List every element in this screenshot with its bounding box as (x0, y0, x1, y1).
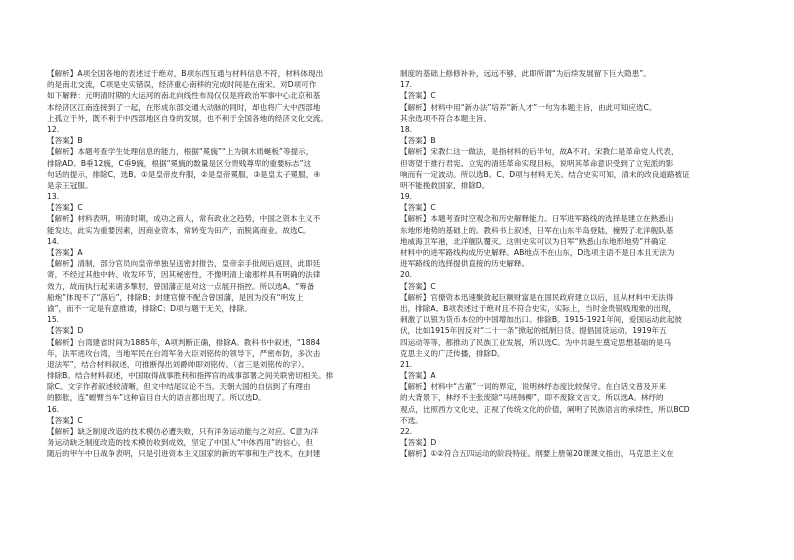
text-line: 谕”，而不一定是有意推诿，排除C；D项与题干无关，排除。 (47, 303, 252, 313)
text-line: 的大背景下，林纾不主张废除“马班韩柳”，即不废除文言文。所以选A。林纾的 (400, 393, 664, 403)
text-line: 【解析】宋教仁这一做法，是指材料的后半句，故A不对。宋教仁是革命党人代表， (400, 147, 679, 157)
text-line: 【解析】缺乏制度改造的技术模仿必遭失败，只有洋务运动能与之对应。C意为洋 (47, 427, 319, 436)
answer-line: 【答案】D (400, 438, 437, 448)
text-line: 【解析】材料中用“新办法”培养“新人才”一句为本题主旨，由此可知应选C。 (400, 102, 657, 112)
text-line: 【解析】本题考查学生处理信息的能力，根据“冕旒”“上为铜木质蜒板”等提示， (47, 147, 314, 157)
text-line: 的是南北交流，C项是史实错误，经济重心南移的完成时间是在南宋。对D项可作 (47, 80, 317, 90)
analysis-paragraph (47, 68, 397, 124)
text-line: 【解析】本题考查时空观念和历史解释能力。日军进军路线的选择是建立在熟悉山 (400, 214, 674, 224)
analysis-paragraph (400, 448, 750, 459)
answer-line: 【答案】A (400, 371, 436, 381)
question-number: 19. (400, 192, 413, 202)
analysis-paragraph (400, 146, 750, 191)
text-line: 【解析】A项全国各地的表述过于绝对，B项东西互通与材料信息不符，材料体现出 (47, 69, 324, 78)
question-number: 22. (400, 427, 413, 436)
text-line: 伏，比如1915年因反对“二十一条”掀起的抵制日货、提倡国货运动，1919年五 (400, 326, 667, 336)
text-line: 效力，故而执行起来诸多掣肘，曾国藩正是对这一点展开指控。所以选A。“筹备 (47, 281, 315, 291)
answer-line: 【答案】C (400, 203, 436, 213)
analysis-paragraph (400, 68, 750, 79)
question-number: 16. (47, 404, 60, 414)
analysis-paragraph (400, 102, 750, 124)
text-line: 观点，比照西方文化史，正视了传统文化的价值，阐明了民族语言的承续性，所以BCD (400, 404, 690, 414)
answer-line: 【答案】C (47, 203, 83, 213)
question-number: 15. (47, 315, 60, 325)
answer-line: 【答案】C (47, 415, 83, 425)
answer-line: 【答案】C (400, 91, 436, 101)
analysis-paragraph (400, 213, 750, 269)
text-line: 上孤立于外，既不利于中西部地区自身的发展，也不利于全国各地的经济文化交流。 (47, 113, 328, 123)
text-line: 克思主义的广泛传播，排除D。 (400, 348, 505, 358)
text-line: 退法军”，结合材料叙述，可推断得出刘爵帅即刘铭传。（省三是刘铭传的字）。 (47, 359, 310, 369)
text-line: 材料中的进军路线构成历史解释。AB地点不在山东，D选项主语不是日本且无法为 (400, 248, 675, 257)
text-line: 排除B。结合材料叙述，中国取得战事胜利和指挥官的战事部署之间关联密切相关。排 (47, 371, 334, 381)
answer-line: 【答案】D (47, 326, 84, 336)
answer-line: 【答案】A (47, 248, 83, 257)
text-line: 如下解释：元明清时期的大运河的南北向线性布局仅仅是将政治军事中心北京和基 (47, 91, 321, 101)
text-line: 刺激了以银为货币本位的中国增加出口。排除B。1915-1921年间，爱国运动此起彼 (400, 315, 683, 325)
text-line: 是亲王冠服。 (47, 180, 93, 190)
question-number: 20. (400, 270, 413, 280)
text-line: 寄，不经过其他中转、收发环节，因其秘密性，不像明清上谕那样具有明确的法律 (47, 270, 321, 280)
text-line: 制度的基础上修修补补，远远不够，此即所谓“为后续发展留下巨大隐患”。 (400, 69, 651, 78)
text-line: 随后的甲午中日战争表明，只是引进资本主义国家的新的军事和生产技术，在封建 (47, 449, 321, 459)
text-line: 四运动等等，都推动了民族工业发展，所以选C。为中共诞生奠定思想基础的是马 (400, 337, 672, 347)
analysis-paragraph (47, 258, 397, 314)
analysis-paragraph (47, 146, 397, 191)
question-number: 14. (47, 236, 60, 246)
text-line: 【解析】材料表明，明清时期，成功之商人，常有政业之趋势，中国之资本主义不 (47, 214, 321, 224)
text-line: 【解析】台湾建省时间为1885年，A项判断正确，排除A。教科书中叙述，“1884 (47, 337, 321, 347)
text-line: 进军路线的选择提供直接的历史解释。 (400, 259, 530, 269)
analysis-paragraph (47, 426, 397, 460)
analysis-paragraph (47, 213, 397, 235)
text-line: 响而有一定波动。所以选B。C、D项与材料无关。结合史实可知，清末的改良道路被证 (400, 169, 690, 179)
text-line: 出，排除A。B项表述过于绝对且不符合史实，实际上，当时金贵银贱现象的出现， (400, 303, 677, 313)
text-line: 能发达，此实为重要因素，因商业资本，常转变为田产，而脱离商业。故选C。 (47, 225, 311, 235)
text-line: 地威海卫军港，北洋舰队覆灭。这则史实可以为日军“熟悉山东地形地势”并确定 (400, 236, 667, 246)
text-line: 但寄望于推行君宪、立宪的清廷革命实现目标，说明其革命意识受到了立宪派的影 (400, 158, 674, 168)
left-column (47, 68, 397, 460)
question-number: 18. (400, 124, 413, 134)
answer-line: 【答案】C (400, 281, 436, 291)
text-line: 的膨胀，连“螳臂当车”这种盲目自大的语言都出现了。所以选D。 (47, 393, 266, 403)
text-line: 句话的提示，排除C，选B。①是皇帝皮弁服，②是皇帝冕服，③是皇太子冕服，④ (47, 169, 321, 179)
answer-line: 【答案】B (47, 136, 83, 146)
text-line: 明不能挽救国家，排除D。 (400, 180, 490, 190)
text-line: 其余选项不符合本题主旨。 (400, 113, 492, 123)
analysis-paragraph (400, 381, 750, 426)
question-number: 21. (400, 359, 413, 369)
text-line: 【解析】官僚资本迅速聚敛起巨额财富是在国民政府建立以后，且从材料中无法得 (400, 292, 674, 302)
text-line: 【解析】清制，部分官员向皇帝单独呈送密封报告，皇帝亲手批阅后返回，此即廷 (47, 259, 321, 269)
text-line: 船炮”体现不了“落后”，排除B；封建官僚不配合曾国藩，是因为没有“明发上 (47, 292, 304, 302)
analysis-paragraph (400, 292, 750, 359)
text-line: 【解析】①②符合五四运动的阶段特征。纲要上册第20课课文指出，马克思主义在 (400, 449, 674, 459)
text-line: 东地形地势的基础上的。教科书上叙述，日军在山东半岛登陆，撞毁了北洋舰队基 (400, 225, 674, 235)
analysis-paragraph (47, 337, 397, 404)
right-column (400, 68, 750, 460)
answer-line: 【答案】B (400, 136, 436, 146)
text-line: 排除AD。B垂12旒，C垂9旒，根据“冕旒的数量是区分贵贱尊卑的重要标志”这 (47, 158, 312, 168)
question-number: 17. (400, 80, 413, 90)
text-line: 不选。 (400, 415, 423, 425)
question-number: 12. (47, 124, 60, 134)
text-line: 年，法军进攻台湾，当地军民在台湾军务大臣刘铭传的领导下，严密布防，多次击 (47, 348, 321, 358)
text-line: 本经济区江南连接到了一起，在形成东部交通大动脉的同时，却也将广大中西部地 (47, 102, 321, 112)
text-line: 除C。文字作者叙述较清晰，但文中结尾议论不当。天朝大国的自信到了有理由 (47, 382, 311, 392)
text-line: 【解析】材料中“古董”一词的界定，说明林纾态度比较保守。在白话文普及开来 (400, 382, 667, 392)
question-number: 13. (47, 192, 60, 202)
text-line: 务运动缺乏制度改造的技术模仿收到成效，坚定了中国人“中体西用”的信心，但 (47, 438, 314, 448)
